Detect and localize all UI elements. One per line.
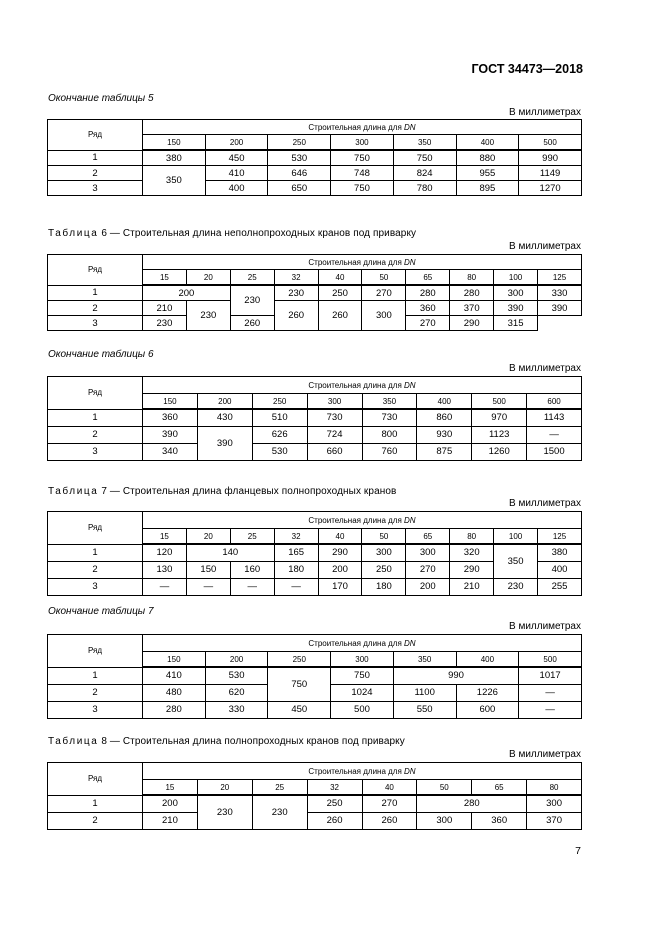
cell: 400 [205,181,268,196]
cell: 390 [538,301,582,316]
table-7 [47,511,582,596]
cell: 230 [252,795,307,829]
cell: 315 [494,316,538,331]
dn-header: 100 [494,529,538,545]
cell: 300 [362,301,406,331]
cell: 724 [307,426,362,443]
cell: 3 [48,316,143,331]
cell: 3 [48,443,143,460]
table-row [48,426,582,443]
cell: 480 [143,684,206,701]
cell: 2 [48,301,143,316]
dn-header: 600 [527,394,582,410]
cell: 390 [197,426,252,460]
cell: 1 [48,667,143,684]
table-6-continuation-caption: Окончание таблицы 6 [48,349,154,360]
dn-header: 500 [472,394,527,410]
cell: 360 [406,301,450,316]
dn-header: 40 [318,270,362,286]
cell: 1270 [519,181,582,196]
cell: 210 [143,812,198,829]
length-header: Строительная длина для DN [143,512,582,529]
cell: 260 [274,301,318,331]
dn-header: 25 [230,270,274,286]
dn-header: 25 [230,529,274,545]
dn-header: 125 [538,529,582,545]
cell: 400 [538,561,582,578]
table-row [48,409,582,426]
cell: — [519,701,582,718]
cell: 370 [527,812,582,829]
dn-header: 15 [143,270,187,286]
cell: 230 [494,578,538,595]
cell: 380 [143,150,206,166]
cell: 410 [143,667,206,684]
row-header: Ряд [48,120,143,151]
dn-header: 65 [472,780,527,796]
cell: 880 [456,150,519,166]
cell: 340 [143,443,198,460]
table-5-end [47,119,582,196]
cell: 330 [538,285,582,301]
row-header: Ряд [48,763,143,796]
cell: 550 [393,701,456,718]
dn-header: 150 [143,652,206,668]
cell: 750 [331,150,394,166]
table-6-caption: Таблица 6 — Строительная длина неполнопроходных кранов под приварку [48,228,417,239]
cell: 260 [307,812,362,829]
dn-header: 80 [450,270,494,286]
length-header: Строительная длина для DN [143,255,582,270]
units-label: В миллиметрах [509,498,581,509]
dn-header: 40 [362,780,417,796]
page-number: 7 [575,845,581,857]
dn-header: 15 [143,529,187,545]
table-7-end [47,634,582,719]
cell: 450 [205,150,268,166]
cell: 1260 [472,443,527,460]
cell: 2 [48,166,143,181]
cell: 290 [318,544,362,561]
cell: 3 [48,578,143,595]
cell: 270 [362,285,406,301]
cell: 860 [417,409,472,426]
cell: 2 [48,684,143,701]
cell: 990 [519,150,582,166]
cell: 600 [456,701,519,718]
dn-header: 400 [456,652,519,668]
cell: 120 [143,544,187,561]
cell: 730 [362,409,417,426]
cell: 650 [268,181,331,196]
table-row [48,667,582,684]
dn-header: 65 [406,529,450,545]
table-row [48,795,582,812]
cell: 875 [417,443,472,460]
cell: 390 [143,426,198,443]
cell: 660 [307,443,362,460]
cell: 930 [417,426,472,443]
cell: 1226 [456,684,519,701]
cell: 626 [252,426,307,443]
cell: 230 [186,301,230,331]
units-label: В миллиметрах [509,241,581,252]
cell: 530 [205,667,268,684]
cell: 450 [268,701,331,718]
cell: 320 [450,544,494,561]
dn-header: 500 [519,135,582,151]
cell: 3 [48,181,143,196]
dn-header: 100 [494,270,538,286]
table-row [48,701,582,718]
dn-header: 15 [143,780,198,796]
dn-header: 500 [519,652,582,668]
cell: 990 [393,667,518,684]
cell: 280 [143,701,206,718]
cell: 140 [186,544,274,561]
cell: 730 [307,409,362,426]
table-row [48,150,582,166]
cell: 200 [318,561,362,578]
units-label: В миллиметрах [509,107,581,118]
cell: 260 [362,812,417,829]
cell: 330 [205,701,268,718]
cell: 250 [362,561,406,578]
dn-header: 250 [252,394,307,410]
row-header: Ряд [48,635,143,668]
table-row [48,544,582,561]
cell: 130 [143,561,187,578]
cell: 280 [450,285,494,301]
cell: 250 [307,795,362,812]
cell: — [519,684,582,701]
table-6-end [47,376,582,461]
dn-header: 350 [362,394,417,410]
cell: 230 [274,285,318,301]
dn-header: 50 [417,780,472,796]
table-8-caption: Таблица 8 — Строительная длина полнопроходных кранов под приварку [48,736,405,747]
dn-header: 400 [417,394,472,410]
cell: 230 [197,795,252,829]
cell: 180 [274,561,318,578]
cell: 620 [205,684,268,701]
cell: 1 [48,150,143,166]
cell: 1 [48,409,143,426]
cell: 390 [494,301,538,316]
cell: 210 [143,301,187,316]
cell: 255 [538,578,582,595]
table-row [48,578,582,595]
cell: 430 [197,409,252,426]
dn-header: 32 [307,780,362,796]
length-header: Строительная длина для DN [143,377,582,394]
cell: — [230,578,274,595]
dn-header: 80 [527,780,582,796]
cell: 1024 [331,684,394,701]
row-header: Ряд [48,512,143,545]
dn-header: 32 [274,270,318,286]
dn-header: 80 [450,529,494,545]
cell: 1149 [519,166,582,181]
cell: 360 [472,812,527,829]
cell: 646 [268,166,331,181]
standard-designation: ГОСТ 34473—2018 [471,62,583,76]
dn-header: 300 [331,135,394,151]
cell: 300 [527,795,582,812]
cell: 290 [450,561,494,578]
dn-header: 20 [197,780,252,796]
table-8 [47,762,582,830]
cell: 780 [393,181,456,196]
table-5-continuation-caption: Окончание таблицы 5 [48,93,154,104]
cell: 750 [331,667,394,684]
cell: 1100 [393,684,456,701]
cell: 800 [362,426,417,443]
cell: 955 [456,166,519,181]
cell: 210 [450,578,494,595]
dn-header: 350 [393,135,456,151]
table-row [48,443,582,460]
cell: 280 [417,795,527,812]
cell: 170 [318,578,362,595]
cell: 270 [406,316,450,331]
cell: 230 [230,285,274,316]
length-header: Строительная длина для DN [143,635,582,652]
cell: 2 [48,426,143,443]
cell: 2 [48,561,143,578]
dn-header: 40 [318,529,362,545]
cell: 300 [494,285,538,301]
cell: 300 [406,544,450,561]
dn-header: 32 [274,529,318,545]
dn-header: 250 [268,652,331,668]
cell: 260 [230,316,274,331]
dn-header: 50 [362,529,406,545]
dn-header: 250 [268,135,331,151]
table-7-caption: Таблица 7 — Строительная длина фланцевых полнопроходных кранов [48,486,397,497]
cell: 380 [538,544,582,561]
cell: 410 [205,166,268,181]
cell: 750 [268,667,331,701]
cell: 1017 [519,667,582,684]
table-row [48,812,582,829]
dn-header: 125 [538,270,582,286]
cell: 150 [186,561,230,578]
row-header: Ряд [48,255,143,286]
table-row [48,181,582,196]
units-label: В миллиметрах [509,621,581,632]
cell: 750 [393,150,456,166]
cell: 290 [450,316,494,331]
dn-header: 20 [186,270,230,286]
dn-header: 200 [205,135,268,151]
cell: 200 [406,578,450,595]
cell: 160 [230,561,274,578]
dn-header: 350 [393,652,456,668]
table-row [48,301,582,316]
table-7-continuation-caption: Окончание таблицы 7 [48,606,154,617]
cell: 1123 [472,426,527,443]
cell: — [274,578,318,595]
table-6 [47,254,582,331]
cell: 1500 [527,443,582,460]
cell: 230 [143,316,187,331]
cell: — [186,578,230,595]
dn-header: 25 [252,780,307,796]
cell: 3 [48,701,143,718]
cell: 895 [456,181,519,196]
dn-header: 50 [362,270,406,286]
cell: 300 [362,544,406,561]
cell: 530 [252,443,307,460]
cell: 300 [417,812,472,829]
cell: 2 [48,812,143,829]
cell: 748 [331,166,394,181]
cell: 270 [406,561,450,578]
dn-header: 65 [406,270,450,286]
cell: — [143,578,187,595]
cell: 270 [362,795,417,812]
units-label: В миллиметрах [509,363,581,374]
dn-header: 400 [456,135,519,151]
cell: 370 [450,301,494,316]
cell: 970 [472,409,527,426]
dn-header: 150 [143,135,206,151]
cell: 1 [48,544,143,561]
table-row [48,285,582,301]
cell: 500 [331,701,394,718]
dn-header: 20 [186,529,230,545]
dn-header: 300 [331,652,394,668]
cell: 350 [494,544,538,578]
cell: 350 [143,166,206,196]
cell: 280 [406,285,450,301]
cell: 250 [318,285,362,301]
row-header: Ряд [48,377,143,410]
cell: 200 [143,285,231,301]
dn-header: 200 [205,652,268,668]
dn-header: 300 [307,394,362,410]
cell: 200 [143,795,198,812]
cell: 1143 [527,409,582,426]
cell: 1 [48,795,143,812]
cell: 180 [362,578,406,595]
dn-header: 200 [197,394,252,410]
cell: — [527,426,582,443]
cell: 750 [331,181,394,196]
cell: 165 [274,544,318,561]
cell: 1 [48,285,143,301]
cell: 260 [318,301,362,331]
cell: 360 [143,409,198,426]
dn-header: 150 [143,394,198,410]
cell: 760 [362,443,417,460]
units-label: В миллиметрах [509,749,581,760]
cell: 530 [268,150,331,166]
length-header: Строительная длина для DN [143,120,582,135]
length-header: Строительная длина для DN [143,763,582,780]
cell: 824 [393,166,456,181]
cell: 510 [252,409,307,426]
table-row [48,166,582,181]
